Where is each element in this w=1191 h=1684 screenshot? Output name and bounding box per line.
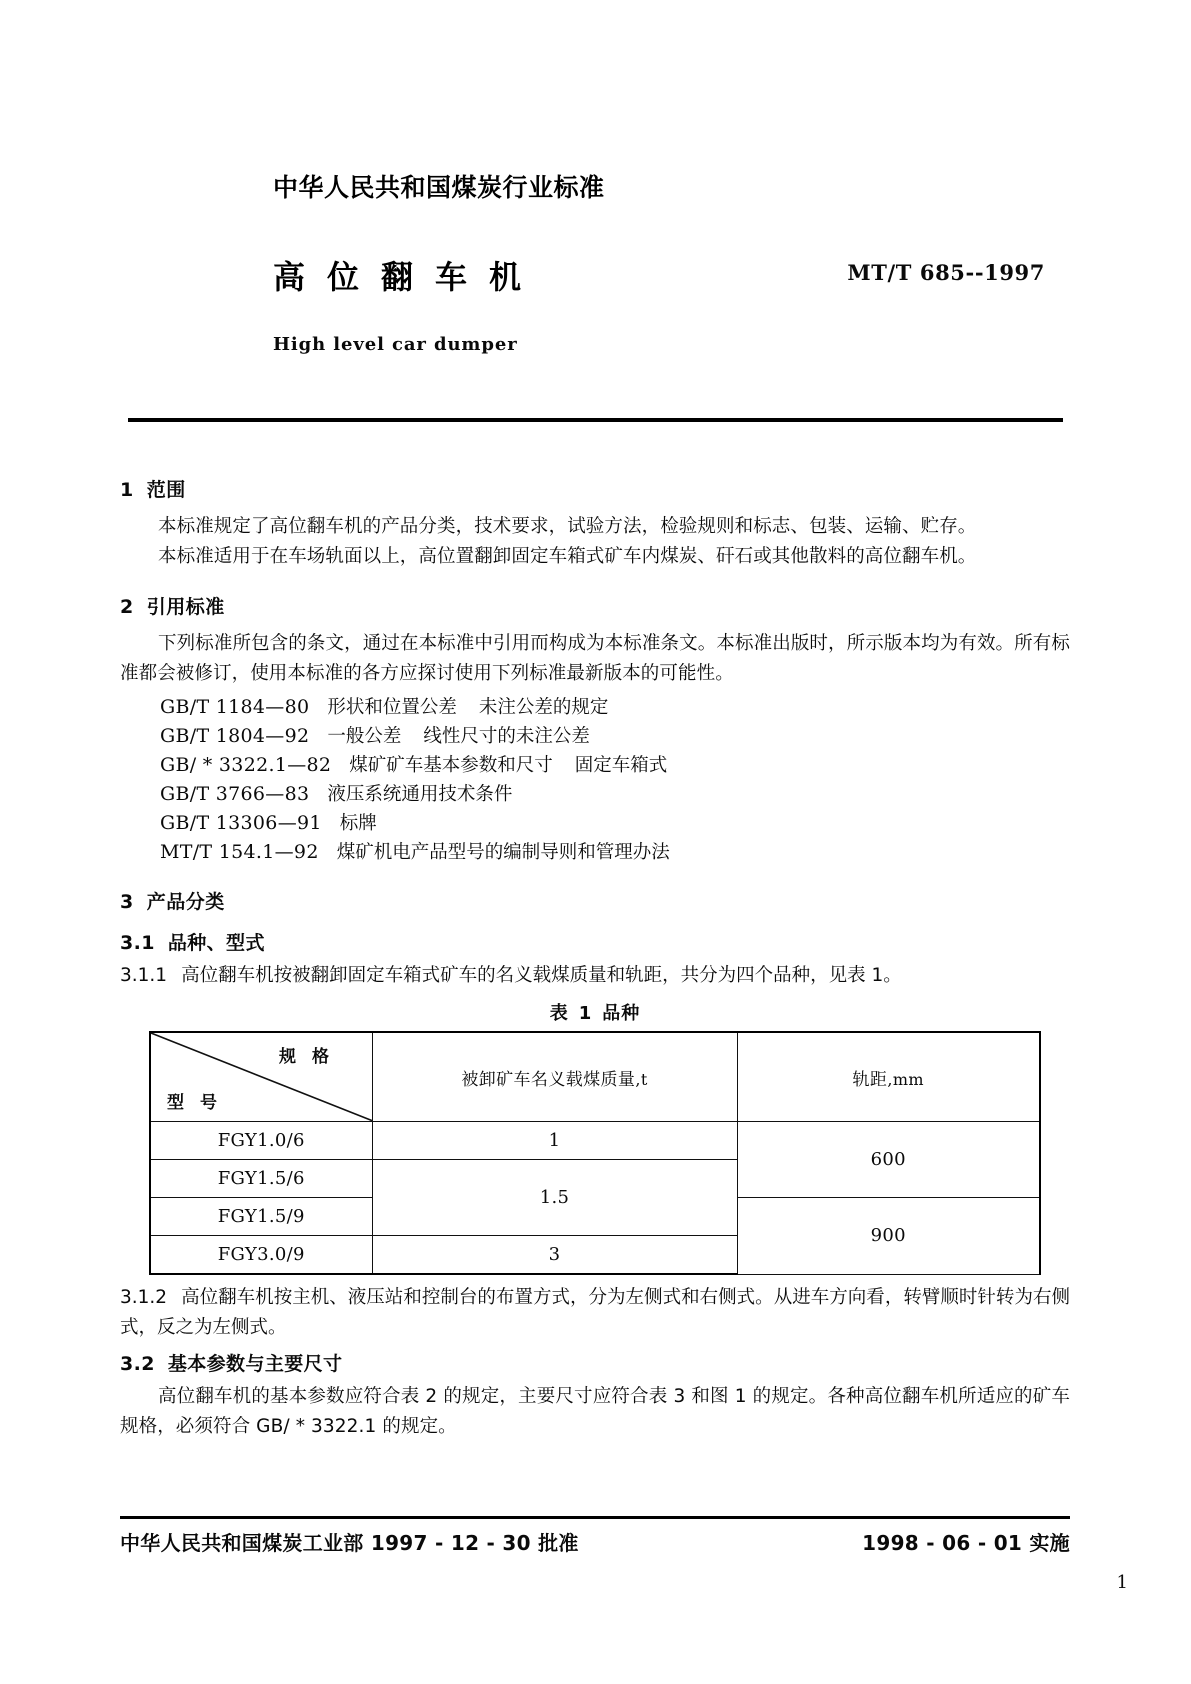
section-number-3-1: 3.1	[120, 932, 155, 954]
reference-item	[120, 751, 1070, 780]
reference-title: 标牌	[339, 813, 377, 834]
header-label-specification: 规格	[279, 1047, 345, 1067]
clause-number-3-1-2: 3.1.2	[120, 1287, 168, 1308]
document-body	[120, 455, 1070, 1442]
section-number-3-2: 3.2	[120, 1353, 155, 1375]
reference-title: 煤矿机电产品型号的编制导则和管理办法	[336, 842, 670, 863]
title-row	[128, 252, 1063, 298]
cell-load-mass: 1.5	[372, 1160, 737, 1236]
reference-title: 形状和位置公差	[327, 697, 457, 718]
reference-subtitle: 未注公差的规定	[478, 697, 609, 718]
header-gauge-text: 轨距	[852, 1069, 888, 1090]
reference-id: GB/T 1184—80	[160, 696, 310, 718]
issuing-organization: 中华人民共和国煤炭行业标准	[273, 173, 605, 202]
section-3-2-paragraph-1: 高位翻车机的基本参数应符合表 2 的规定，主要尺寸应符合表 3 和图 1 的规定。各种高位翻车机所适应的矿车规格，必须符合 GB/ * 3322.1 的规定。	[120, 1386, 1070, 1437]
table-caption-title: 品种	[602, 1003, 641, 1024]
reference-id: GB/T 1804—92	[160, 725, 310, 747]
cell-model: FGY1.5/6	[150, 1160, 372, 1198]
reference-item	[120, 780, 1070, 809]
approval-statement: 中华人民共和国煤炭工业部 1997 - 12 - 30 批准	[120, 1531, 579, 1555]
cell-load-mass: 1	[372, 1122, 737, 1160]
referenced-standards-list	[120, 693, 1070, 867]
page-number: 1	[1116, 1572, 1128, 1593]
reference-id: GB/T 13306—91	[160, 812, 322, 834]
cell-model: FGY3.0/9	[150, 1236, 372, 1275]
cell-model: FGY1.0/6	[150, 1122, 372, 1160]
clause-3-1-2	[120, 1283, 1070, 1343]
section-heading-3-1	[120, 928, 1070, 955]
section-title-3: 产品分类	[146, 891, 225, 913]
implementation-date: 1998 - 06 - 01 实施	[862, 1531, 1070, 1555]
reference-subtitle: 固定车箱式	[574, 755, 668, 776]
header-gauge-unit: ,mm	[887, 1069, 924, 1089]
page-footer	[120, 1527, 1070, 1567]
section-number-3: 3	[120, 891, 134, 913]
section-title-2: 引用标准	[146, 596, 225, 618]
header-load-mass-unit: ,t	[635, 1069, 648, 1089]
clause-number-3-1-1: 3.1.1	[120, 965, 168, 986]
section-heading-2	[120, 592, 1070, 619]
clause-text-3-1-2: 高位翻车机按主机、液压站和控制台的布置方式，分为左侧式和右侧式。从进车方向看，转臂顺时针转为右侧式，反之为左侧式。	[120, 1287, 1070, 1338]
masthead	[128, 168, 1063, 355]
section-heading-3-2	[120, 1349, 1070, 1376]
section-number-2: 2	[120, 596, 134, 618]
reference-item	[120, 809, 1070, 838]
table-header-gauge	[737, 1032, 1040, 1122]
reference-title: 煤矿矿车基本参数和尺寸	[349, 755, 553, 776]
table-row	[150, 1122, 1040, 1160]
table-1-varieties	[149, 1031, 1041, 1275]
section-1-paragraph-1: 本标准规定了高位翻车机的产品分类，技术要求，试验方法，检验规则和标志、包装、运输、贮存。	[158, 516, 977, 537]
reference-id: GB/ * 3322.1—82	[160, 754, 332, 776]
section-title-3-1: 品种、型式	[167, 932, 265, 954]
reference-id: MT/T 154.1—92	[160, 841, 319, 863]
footer-divider-rule	[120, 1516, 1070, 1519]
section-title-3-2: 基本参数与主要尺寸	[167, 1353, 343, 1375]
cell-load-mass: 3	[372, 1236, 737, 1275]
header-label-model: 型号	[167, 1093, 233, 1113]
table-caption-number: 1	[578, 1003, 593, 1024]
section-heading-1	[120, 475, 1070, 502]
reference-title: 液压系统通用技术条件	[327, 784, 513, 805]
cell-model: FGY1.5/9	[150, 1198, 372, 1236]
standard-code: MT/T 685--1997	[847, 260, 1045, 285]
table-1-body	[150, 1122, 1040, 1275]
reference-id: GB/T 3766—83	[160, 783, 310, 805]
reference-title: 一般公差	[327, 726, 402, 747]
reference-item	[120, 838, 1070, 867]
section-heading-3	[120, 887, 1070, 914]
table-header-load-mass	[372, 1032, 737, 1122]
cell-gauge: 600	[737, 1122, 1040, 1198]
table-caption-label: 表	[549, 1003, 569, 1024]
header-divider-rule	[128, 418, 1063, 422]
table-1-caption	[120, 999, 1070, 1025]
clause-text-3-1-1: 高位翻车机按被翻卸固定车箱式矿车的名义载煤质量和轨距，共分为四个品种，见表 1。	[181, 965, 902, 986]
section-title-1: 范围	[146, 479, 186, 501]
document-title: 高位翻车机	[273, 258, 544, 296]
reference-subtitle: 线性尺寸的未注公差	[423, 726, 590, 747]
section-number-1: 1	[120, 479, 134, 501]
table-1-head	[150, 1032, 1040, 1122]
section-1-paragraph-2: 本标准适用于在车场轨面以上，高位置翻卸固定车箱式矿车内煤炭、矸石或其他散料的高位翻车机。	[158, 546, 977, 567]
cell-gauge: 900	[737, 1198, 1040, 1275]
header-load-mass-text: 被卸矿车名义载煤质量	[461, 1069, 636, 1090]
document-subtitle-english: High level car dumper	[273, 334, 518, 355]
clause-3-1-1	[120, 961, 1070, 991]
table-corner-header-cell	[150, 1032, 372, 1122]
reference-item	[120, 722, 1070, 751]
diagonal-split-header	[151, 1033, 373, 1121]
table-header-row	[150, 1032, 1040, 1122]
reference-item	[120, 693, 1070, 722]
section-2-paragraph-1: 下列标准所包含的条文，通过在本标准中引用而构成为本标准条文。本标准出版时，所示版本均为有效。所有标准都会被修订，使用本标准的各方应探讨使用下列标准最新版本的可能性。	[120, 633, 1070, 684]
